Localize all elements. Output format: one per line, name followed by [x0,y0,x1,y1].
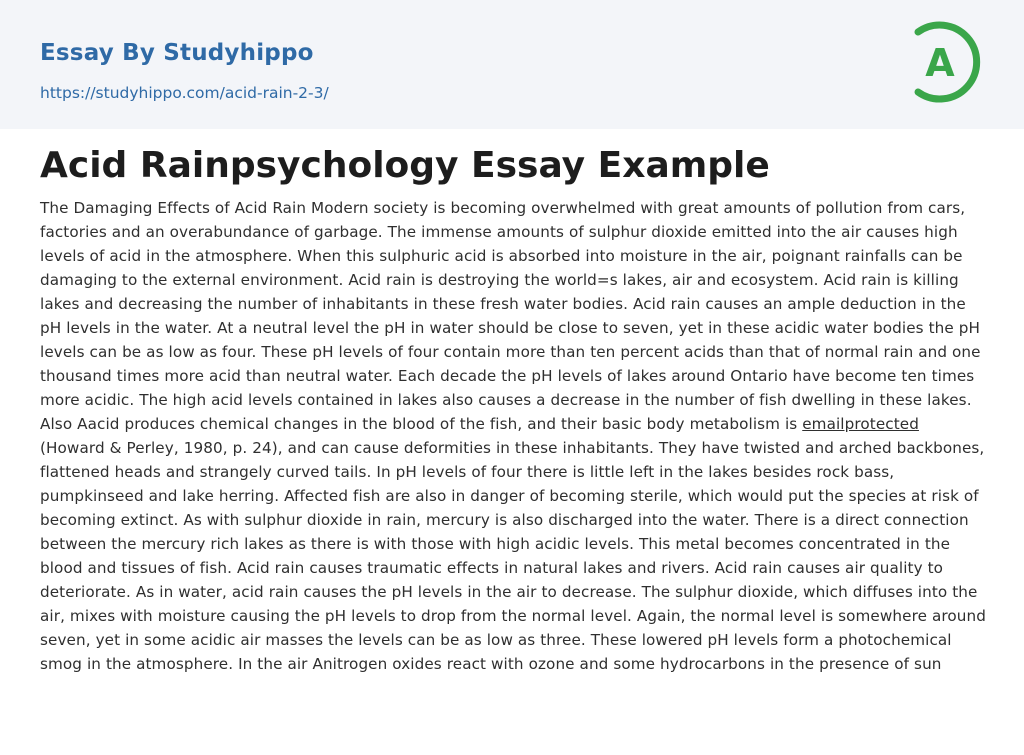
essay-text-part-2: (Howard & Perley, 1980, p. 24), and can cause deformities in these inhabitants. They have twisted and arched backbones, flattened heads and strangely curved tails. In pH levels of four there is little left in the lakes besides rock bass, pumpkinseed and lake herring. Affected fish are also in danger of becoming sterile, which would put the species at risk of becoming extinct. As with sulphur dioxide in rain, mercury is also discharged into the water. There is a direct connection between the mercury rich lakes as there is with those with high acidic levels. This metal becomes concentrated in the blood and tissues of fish. Acid rain causes traumatic effects in natural lakes and rivers. Acid rain causes air quality to deteriorate. As in water, acid rain causes the pH levels in the air to decrease. The sulphur dioxide, which diffuses into the air, mixes with moisture causing the pH levels to drop from the normal level. Again, the normal level is somewhere around seven, yet in some acidic air masses the levels can be as low as three. These lowered pH levels form a photochemical smog in the atmosphere. In the air Anitrogen oxides react with ozone and some hydrocarbons in the presence of sun [40,439,986,673]
essay-body [40,196,988,676]
page-url-link[interactable]: https://studyhippo.com/acid-rain-2-3/ [40,84,329,102]
page-title: Acid Rainpsychology Essay Example [40,145,770,186]
email-protected-link[interactable]: emailprotected [802,415,919,433]
studyhippo-logo-icon[interactable] [910,18,986,106]
site-header [0,0,1024,129]
essay-text-part-1: The Damaging Effects of Acid Rain Modern society is becoming overwhelmed with great amounts of pollution from cars, factories and an overabundance of garbage. The immense amounts of sulphur dioxide emitted into the air causes high levels of acid in the atmosphere. When this sulphuric acid is absorbed into moisture in the air, poignant rainfalls can be damaging to the external environment. Acid rain is destroying the world=s lakes, air and ecosystem. Acid rain is killing lakes and decreasing the number of inhabitants in these fresh water bodies. Acid rain causes an ample deduction in the pH levels in the water. At a neutral level the pH in water should be close to seven, yet in these acidic water bodies the pH levels can be as low as four. These pH levels of four contain more than ten percent acids than that of normal rain and one thousand times more acid than neutral water. Each decade the pH levels of lakes around Ontario have become ten times more acidic. The high acid levels contained in lakes also causes a decrease in the number of fish dwelling in these lakes. Also Aacid produces chemical changes in the blood of the fish, and their basic body metabolism is [40,199,981,433]
site-brand[interactable]: Essay By Studyhippo [40,40,314,66]
logo-letter: A [925,41,955,85]
